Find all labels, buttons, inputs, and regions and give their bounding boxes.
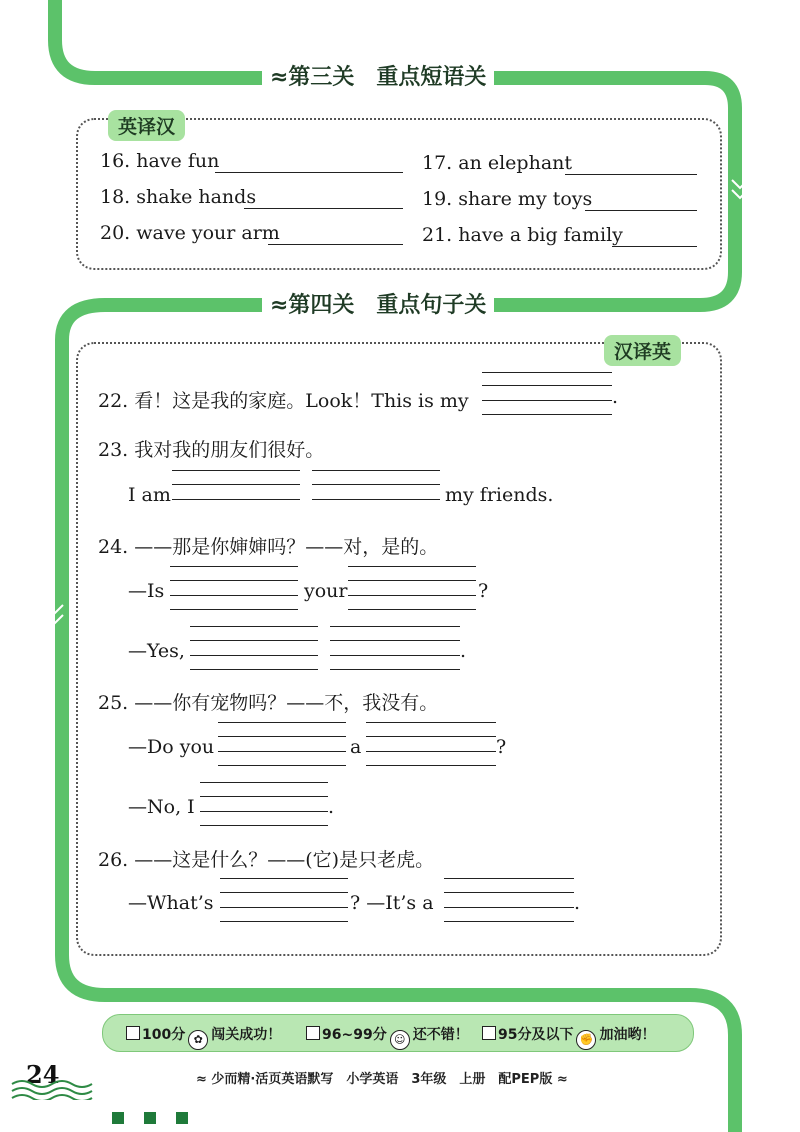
q24-line2-end: . (460, 640, 467, 662)
q25-blank-1[interactable] (218, 722, 346, 752)
decor-square-3 (176, 1112, 188, 1124)
q26-line1-mid: ? —It’s a (350, 892, 434, 914)
q25-line1-start: —Do you (128, 736, 215, 758)
q26-text: 26. ——这是什么？——(它)是只老虎。 (98, 849, 435, 871)
q26-line1-end: . (574, 892, 581, 914)
section4-banner (0, 286, 800, 326)
q24-line1-start: —Is (128, 580, 165, 602)
q22-end: . (612, 386, 619, 408)
answer-line-21[interactable] (612, 246, 697, 247)
section3-title: ≈第三关 重点短语关 (262, 58, 494, 98)
q25-line1-mid: a (350, 736, 362, 758)
phrase-21: 21. have a big family (422, 224, 623, 246)
q24-line1-mid: your (304, 580, 348, 602)
decor-square-1 (112, 1112, 124, 1124)
score-item-100: 100分 ✿ 闯关成功！ (126, 1024, 281, 1050)
q23-text: 23. 我对我的朋友们很好。 (98, 439, 325, 461)
effort-face-icon: ✊ (576, 1030, 596, 1050)
page-number-wave-icon (10, 1078, 100, 1100)
q23-blank-2[interactable] (312, 470, 440, 500)
phrase-19: 19. share my toys (422, 188, 593, 210)
q25-text: 25. ——你有宠物吗？——不，我没有。 (98, 692, 439, 714)
q22-text: 22. 看！这是我的家庭。Look！This is my (98, 390, 469, 412)
q26-line1-start: —What’s (128, 892, 214, 914)
q26-blank-2[interactable] (444, 878, 574, 908)
decor-square-2 (144, 1112, 156, 1124)
book-info-line: ≈ 少而精·活页英语默写 小学英语 3年级 上册 配PEP版 ≈ (196, 1072, 568, 1087)
checkbox-95-below[interactable] (482, 1026, 496, 1040)
section3-tag: 英译汉 (108, 110, 185, 141)
answer-line-20[interactable] (268, 244, 403, 245)
cheer-face-icon: ✿ (188, 1030, 208, 1050)
checkbox-100[interactable] (126, 1026, 140, 1040)
section4-title: ≈第四关 重点句子关 (262, 286, 494, 326)
q25-line2-end: . (328, 796, 335, 818)
answer-line-16[interactable] (215, 172, 403, 173)
phrase-16: 16. have fun (100, 150, 220, 172)
q25-blank-3[interactable] (200, 782, 328, 812)
q23-start: I am (128, 484, 171, 506)
phrase-18: 18. shake hands (100, 186, 257, 208)
q25-line1-end: ? (496, 736, 507, 758)
q24-text: 24. ——那是你婶婶吗？——对，是的。 (98, 536, 439, 558)
score-item-96-99: 96~99分 ☺ 还不错！ (306, 1024, 469, 1050)
q25-line2-start: —No, I (128, 796, 195, 818)
q24-line1-end: ? (478, 580, 489, 602)
q22-answer-blank[interactable] (482, 372, 612, 402)
q25-blank-2[interactable] (366, 722, 496, 752)
q23-end: my friends. (445, 484, 554, 506)
answer-line-17[interactable] (565, 174, 697, 175)
smile-face-icon: ☺ (390, 1030, 410, 1050)
answer-line-19[interactable] (585, 210, 697, 211)
answer-line-18[interactable] (244, 208, 403, 209)
checkbox-96-99[interactable] (306, 1026, 320, 1040)
q26-blank-1[interactable] (220, 878, 348, 908)
q24-line2-start: —Yes, (128, 640, 185, 662)
q24-blank-1[interactable] (170, 566, 298, 596)
q24-blank-4[interactable] (330, 626, 460, 656)
q24-blank-3[interactable] (190, 626, 318, 656)
section4-tag: 汉译英 (604, 335, 681, 366)
q23-blank-1[interactable] (172, 470, 300, 500)
q24-blank-2[interactable] (348, 566, 476, 596)
page-number: 24 (26, 1060, 60, 1089)
phrase-17: 17. an elephant (422, 152, 573, 174)
section3-banner (0, 58, 800, 98)
phrase-20: 20. wave your arm (100, 222, 280, 244)
score-item-95-below: 95分及以下 ✊ 加油哟！ (482, 1024, 655, 1050)
